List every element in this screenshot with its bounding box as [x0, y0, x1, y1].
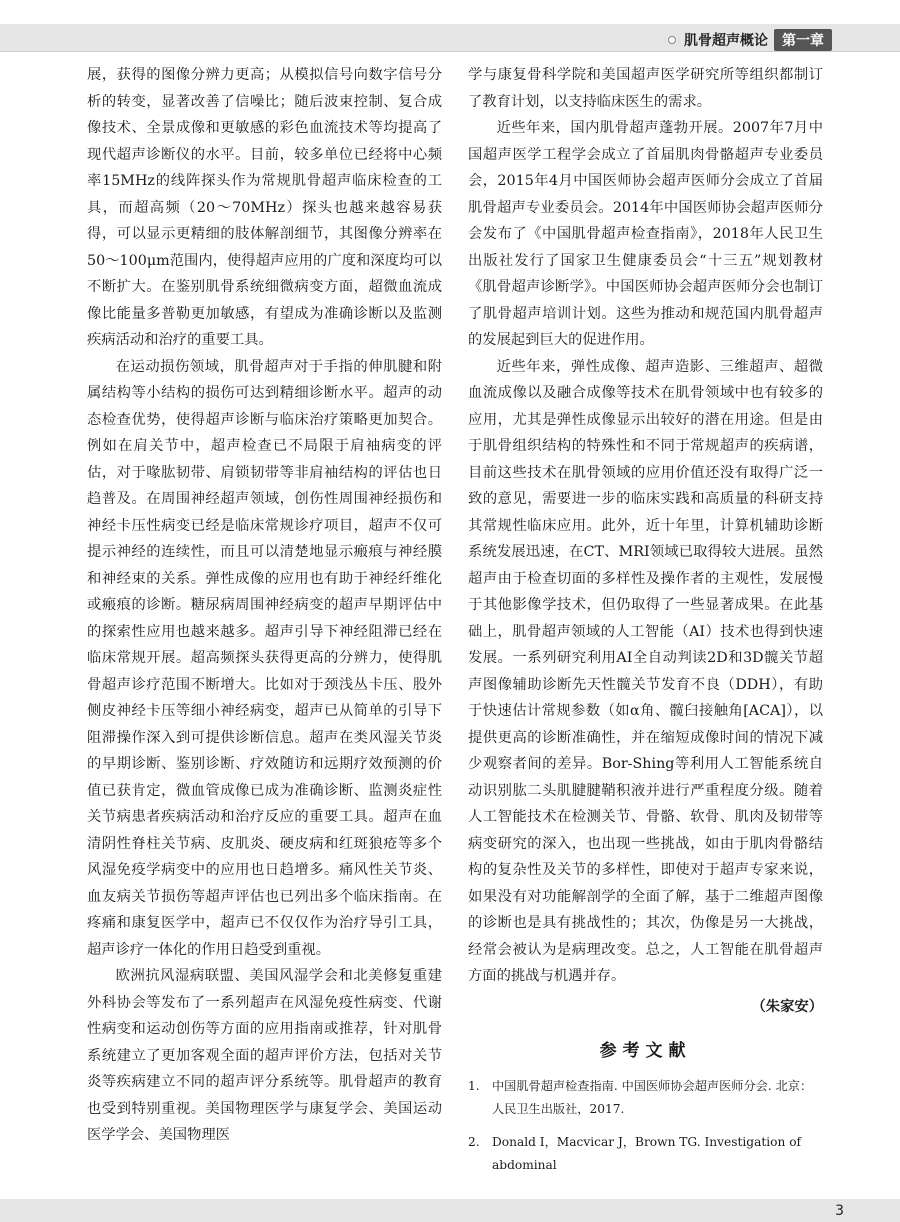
paragraph: 欧洲抗风湿病联盟、美国风湿学会和北美修复重建外科协会等发布了一系列超声在风湿免疫性病变、代谢性病变和运动创伤等方面的应用指南或推荐，针对肌骨系统建立了更加客观全面的超声评价方法，包括对关节炎等疾病建立不同的超声评分系统等。肌骨超声的教育也受到特别重视。美国物理医学与康复学会、美国运动医学学会、美国物理医 [87, 968, 442, 1143]
reference-number: 1. [468, 1078, 480, 1093]
reference-text: Donald I，Macvicar J，Brown TG. Investigation of abdominal [492, 1134, 802, 1172]
author-signature: （朱家安） [751, 998, 823, 1015]
bullet-icon [668, 36, 676, 44]
left-column [87, 62, 442, 1149]
footer-band [0, 1199, 900, 1222]
paragraph: 在运动损伤领域，肌骨超声对于手指的伸肌腱和附属结构等小结构的损伤可达到精细诊断水平。超声的动态检查优势，使得超声诊断与临床治疗策略更加契合。例如在肩关节中，超声检查已不局限于肩袖病变的评估，对于喙肱韧带、肩锁韧带等非肩袖结构的评估也日趋普及。在周围神经超声领域，创伤性周围神经损伤和神经卡压性病变已经是临床常规诊疗项目，超声不仅可提示神经的连续性，而且可以清楚地显示瘢痕与神经膜和神经束的关系。弹性成像的应用也有助于神经纤维化或瘢痕的诊断。糖尿病周围神经病变的超声早期评估中的探索性应用也越来越多。超声引导下神经阻滞已经在临床常规开展。超高频探头获得更高的分辨力，使得肌骨超声诊疗范围不断增大。比如对于颈浅丛卡压、股外侧皮神经卡压等细小神经病变，超声已从简单的引导下阻滞操作深入到可提供诊断信息。超声在类风湿关节炎的早期诊断、鉴别诊断、疗效随访和远期疗效预测的价值已获肯定，微血管成像已成为准确诊断、监测炎症性关节病患者疾病活动和治疗反应的重要工具。超声在血清阴性脊柱关节病、皮肌炎、硬皮病和红斑狼疮等多个风湿免疫学病变中的应用也日趋增多。痛风性关节炎、血友病关节损伤等超声评估也已列出多个临床指南。在疼痛和康复医学中，超声已不仅仅作为治疗导引工具，超声诊疗一体化的作用日趋受到重视。 [87, 358, 442, 958]
section-title: 肌骨超声概论 [684, 33, 768, 49]
paragraph: 近些年来，弹性成像、超声造影、三维超声、超微血流成像以及融合成像等技术在肌骨领域中也有较多的应用，尤其是弹性成像显示出较好的潜在用途。但是由于肌骨组织结构的特殊性和不同于常规超声的疾病谱，目前这些技术在肌骨领域的应用价值还没有取得广泛一致的意见，需要进一步的临床实践和高质量的科研支持其常规性临床应用。此外，近十年里，计算机辅助诊断系统发展迅速，在CT、MRI领域已取得较大进展。虽然超声由于检查切面的多样性及操作者的主观性，发展慢于其他影像学技术，但仍取得了一些显著成果。在此基础上，肌骨超声领域的人工智能（AI）技术也得到快速发展。一系列研究利用AI全自动判读2D和3D髋关节超声图像辅助诊断先天性髋关节发育不良（DDH），有助于快速估计常规参数（如α角、髋臼接触角[ACA]），以提供更高的诊断准确性，并在缩短成像时间的情况下减少观察者间的差异。Bor-Shing等利用人工智能系统自动识别肱二头肌腱腱鞘积液并进行严重程度分级。随着人工智能技术在检测关节、骨骼、软骨、肌肉及韧带等病变研究的深入，也出现一些挑战，如由于肌肉骨骼结构的复杂性及关节的多样性，即使对于超声专家来说，如果没有对功能解剖学的全面了解，基于二维超声图像的诊断也是具有挑战性的；其次，伪像是另一大挑战，经常会被认为是病理改变。总之，人工智能在肌骨超声方面的挑战与机遇并存。 [468, 358, 823, 984]
references-heading: 参考文献 [599, 1041, 692, 1061]
running-header [668, 30, 832, 50]
paragraph: 近些年来，国内肌骨超声蓬勃开展。2007年7月中国超声医学工程学会成立了首届肌肉骨骼超声专业委员会，2015年4月中国医师协会超声医师分会成立了首届肌骨超声专业委员会。2014年中国医师协会超声医师分会发布了《中国肌骨超声检查指南》，2018年人民卫生出版社发行了国家卫生健康委员会“十三五”规划教材《肌骨超声诊断学》。中国医师协会超声医师分会也制订了肌骨超声培训计划。这些为推动和规范国内肌骨超声的发展起到巨大的促进作用。 [468, 120, 823, 348]
reference-item [468, 1131, 823, 1177]
reference-item [468, 1075, 823, 1121]
reference-text: 中国肌骨超声检查指南. 中国医师协会超声医师分会. 北京：人民卫生出版社，2017. [492, 1078, 813, 1116]
right-column [468, 62, 823, 1187]
reference-list [468, 1075, 823, 1177]
chapter-tag: 第一章 [774, 29, 832, 51]
page-number: 3 [835, 1203, 844, 1219]
paragraph: 学与康复骨科学院和美国超声医学研究所等组织都制订了教育计划，以支持临床医生的需求。 [468, 67, 823, 110]
paragraph: 展，获得的图像分辨力更高；从模拟信号向数字信号分析的转变，显著改善了信噪比；随后波束控制、复合成像技术、全景成像和更敏感的彩色血流技术等均提高了现代超声诊断仪的水平。目前，较多单位已经将中心频率15MHz的线阵探头作为常规肌骨超声临床检查的工具，而超高频（20～70MHz）探头也越来越容易获得，可以显示更精细的肢体解剖细节，其图像分辨率在50～100μm范围内，使得超声应用的广度和深度均可以不断扩大。在鉴别肌骨系统细微病变方面，超微血流成像比能量多普勒更加敏感，有望成为准确诊断以及监测疾病活动和治疗的重要工具。 [87, 67, 442, 348]
reference-number: 2. [468, 1134, 480, 1149]
